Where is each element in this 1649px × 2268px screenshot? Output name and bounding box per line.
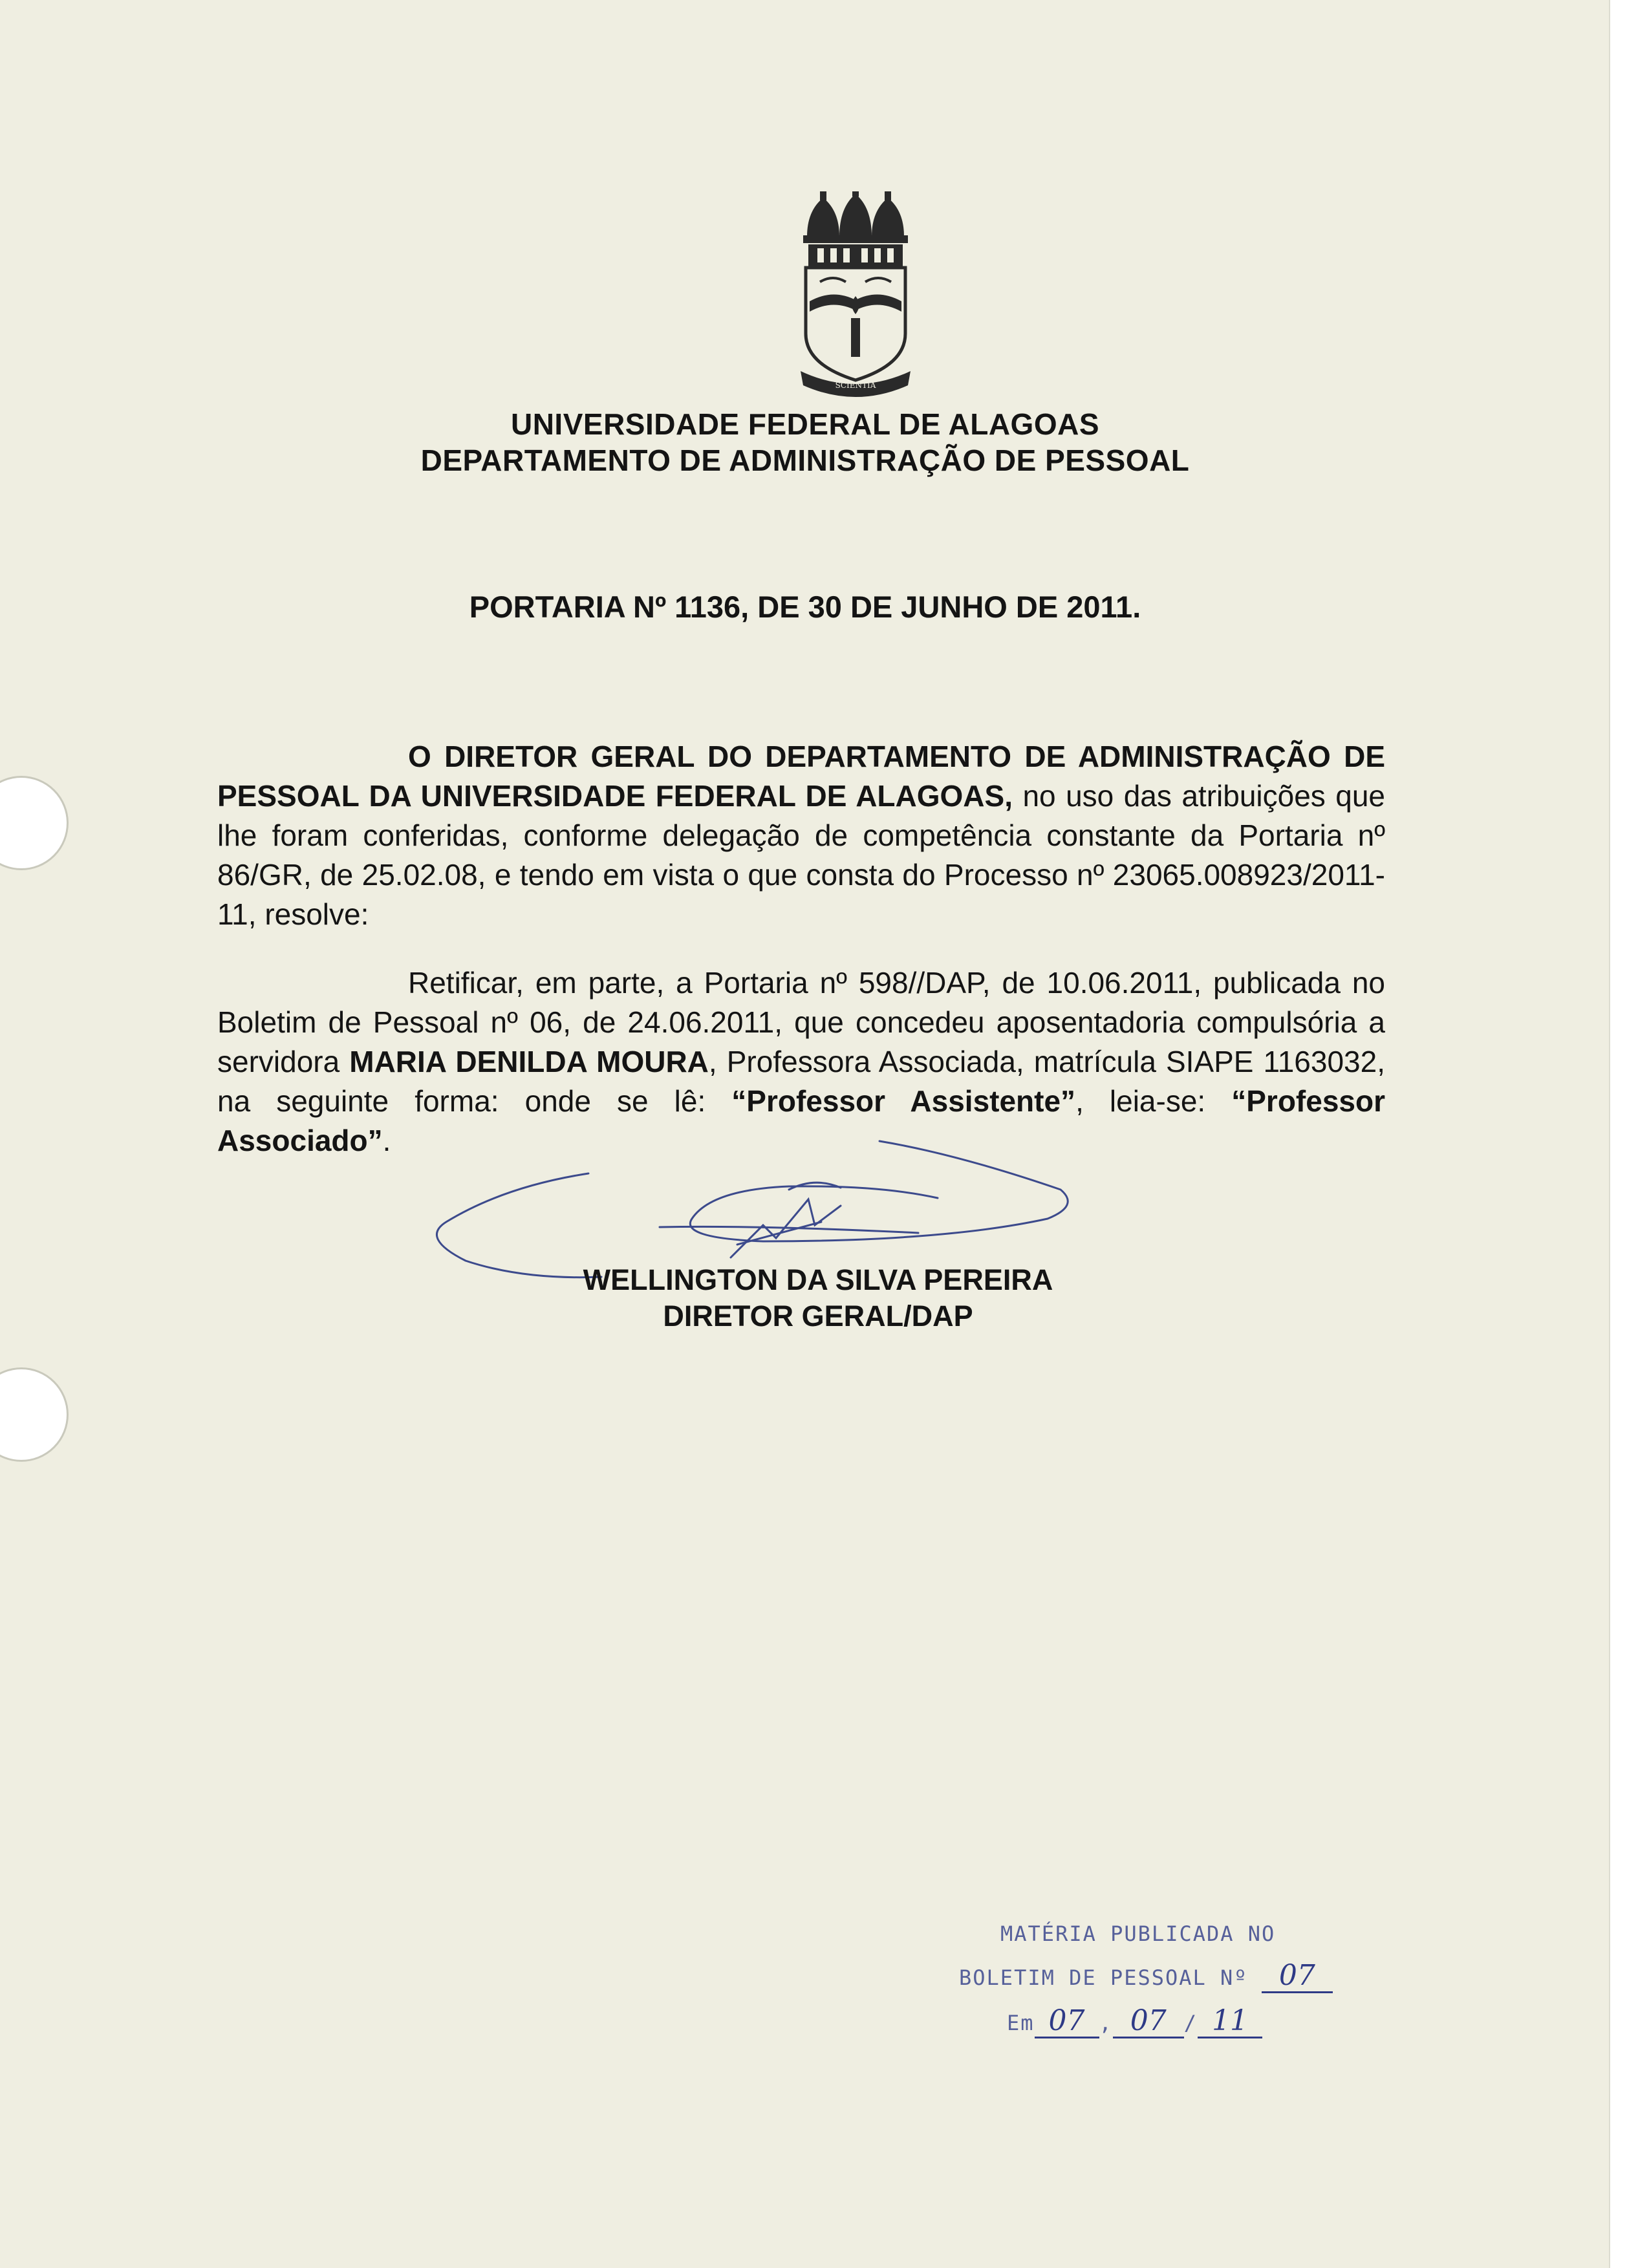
institution-name: UNIVERSIDADE FEDERAL DE ALAGOAS	[510, 407, 1100, 441]
stamp-line-3: Em 07 , 07 / 11	[1007, 2006, 1262, 2038]
signatory-role: DIRETOR GERAL/DAP	[663, 1300, 973, 1332]
preamble-paragraph	[217, 737, 1385, 934]
resolution-text-4: .	[382, 1124, 391, 1157]
stamp-line-1: MATÉRIA PUBLICADA NO	[1000, 1921, 1276, 1946]
resolution-text-3: , leia-se:	[1075, 1084, 1232, 1118]
stamp-day: 07	[1035, 2006, 1099, 2038]
ordinance-title: PORTARIA Nº 1136, DE 30 DE JUNHO DE 2011.	[469, 590, 1141, 624]
signatory-name: WELLINGTON DA SILVA PEREIRA	[583, 1263, 1053, 1296]
university-crest-logo	[794, 191, 917, 405]
old-position-title: “Professor Assistente”	[731, 1084, 1076, 1118]
new-position-title: “Professor Associado”	[217, 1084, 1385, 1157]
authority-heading: O DIRETOR GERAL DO DEPARTAMENTO DE ADMINISTRAÇÃO DE PESSOAL DA UNIVERSIDADE FEDERAL DE ALAGOAS,	[217, 740, 1385, 813]
stamp-date-label: Em	[1007, 2011, 1035, 2035]
scan-page-edge	[1609, 0, 1649, 2268]
crest-motto: SCIENTIA	[835, 381, 876, 390]
punch-hole-bottom	[0, 1367, 69, 1462]
resolution-text-2: , Professora Associada, matrícula SIAPE 1163032, na seguinte forma: onde se lê:	[217, 1045, 1385, 1118]
stamp-year: 11	[1198, 2006, 1262, 2038]
publication-stamp	[954, 1915, 1394, 2057]
stamp-month: 07	[1113, 2006, 1184, 2038]
punch-hole-top	[0, 776, 69, 870]
servant-name: MARIA DENILDA MOURA	[349, 1045, 709, 1078]
stamp-bulletin-label: BOLETIM DE PESSOAL Nº	[959, 1965, 1248, 1990]
stamp-bulletin-number: 07	[1262, 1960, 1333, 1993]
stamp-line-2	[959, 1960, 1333, 1993]
preamble-text: no uso das atribuições que lhe foram conferidas, conforme delegação de competência constante da Portaria nº 86/GR, de 25.02.08, e tendo em vista o que consta do Processo nº 23065.008923/2011-11, resolve:	[217, 779, 1385, 931]
department-name: DEPARTAMENTO DE ADMINISTRAÇÃO DE PESSOAL	[420, 444, 1190, 477]
resolution-text-1: Retificar, em parte, a Portaria nº 598//DAP, de 10.06.2011, publicada no Boletim de Pessoal nº 06, de 24.06.2011, que concedeu aposentadoria compulsória a servidora	[217, 966, 1385, 1078]
